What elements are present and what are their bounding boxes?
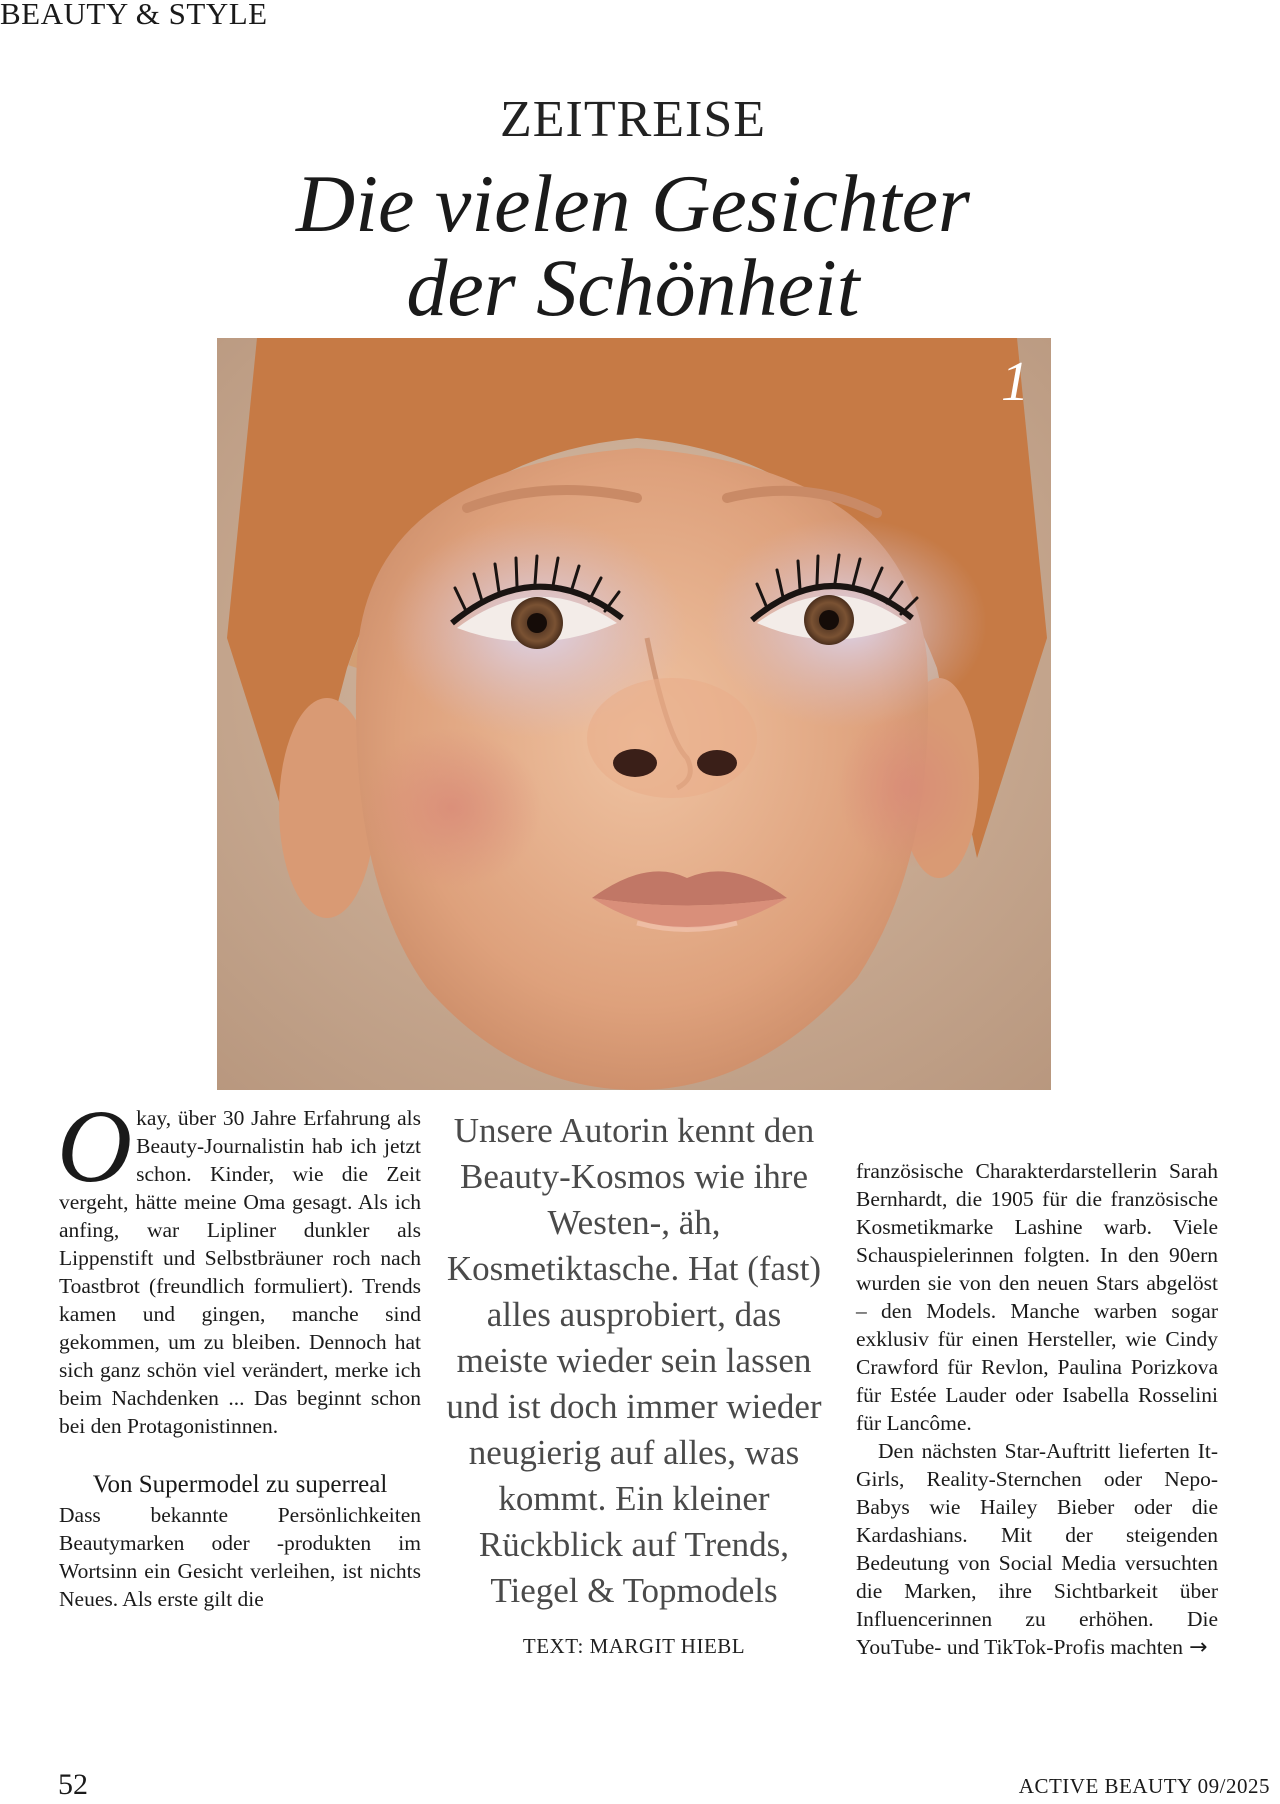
byline: TEXT: MARGIT HIEBL bbox=[522, 1634, 746, 1658]
magazine-issue: ACTIVE BEAUTY 09/2025 bbox=[1018, 1774, 1270, 1798]
portrait-illustration bbox=[217, 338, 1051, 1090]
body-paragraph-3 bbox=[856, 1437, 1218, 1662]
photo-number: 1 bbox=[1001, 351, 1029, 413]
body-paragraph-3-text: Den nächsten Star-Auftritt lieferten It-Girls, Reality-Sternchen oder Nepo-Babys wie Hailey Bieber oder die Kardashians. Mit der steigenden Bedeutung von Social Media versuchten die Marken, ihre Sichtbarkeit über Influencerinnen zu erhöhen. Die YouTube- und TikTok-Profis machten bbox=[856, 1439, 1218, 1659]
teaser-text: Unsere Autorin kennt den Beauty-Kosmos wie ihre Westen-, äh, Kosmetiktasche. Hat (fast) alles ausprobiert, das meiste wieder sein lassen und ist doch immer wieder neugierig auf alles, was kommt. Ein kleiner Rückblick auf Trends, Tiegel & Topmodels bbox=[446, 1111, 822, 1610]
continue-arrow-icon: → bbox=[1189, 1635, 1208, 1660]
drop-cap: O bbox=[57, 1089, 133, 1204]
column-right bbox=[856, 1157, 1218, 1662]
article-kicker: ZEITREISE bbox=[499, 91, 767, 148]
section-label: BEAUTY & STYLE bbox=[0, 0, 268, 31]
subheading: Von Supermodel zu superreal bbox=[92, 1471, 388, 1498]
hero-photo bbox=[217, 338, 1051, 1090]
body-paragraph-2: französische Charakterdarstellerin Sarah Bernhardt, die 1905 für die französische Kosmetikmarke Lashine warb. Viele Schauspielerinnen folgten. In den 90ern wurden sie von den neuen Stars abgelöst – den Models. Manche warben sogar exklusiv für einen Hersteller, wie Cindy Crawford für Revlon, Paulina Porizkova für Estée Lauder oder Isabella Rosselini für Lancôme. bbox=[856, 1159, 1218, 1435]
headline-line-1: Die vielen Gesichter bbox=[296, 158, 970, 249]
page-number: 52 bbox=[58, 1768, 88, 1801]
intro-text: kay, über 30 Jahre Erfahrung als Beauty-Journalistin hab ich jetzt schon. Kinder, wie die Zeit vergeht, hätte meine Oma gesagt. Als ich anfing, war Lipliner dunkler als Lippenstift und Selbstbräuner roch nach Toastbrot (freundlich formuliert). Trends kamen und gingen, manche sind gekommen, um zu bleiben. Dennoch hat sich ganz schön viel verändert, merke ich beim Nachdenken ... Das beginnt schon bei den Protagonistinnen. bbox=[59, 1106, 421, 1438]
column-middle bbox=[444, 1108, 824, 1659]
column-left bbox=[57, 1089, 421, 1613]
article-headline bbox=[0, 158, 1266, 333]
headline-line-2: der Schönheit bbox=[406, 242, 860, 333]
intro-paragraph bbox=[57, 1089, 421, 1440]
body-paragraph-1: Dass bekannte Persönlichkeiten Beautymarken oder -produkten im Wortsinn ein Gesicht verleihen, ist nichts Neues. Als erste gilt die bbox=[59, 1503, 421, 1611]
